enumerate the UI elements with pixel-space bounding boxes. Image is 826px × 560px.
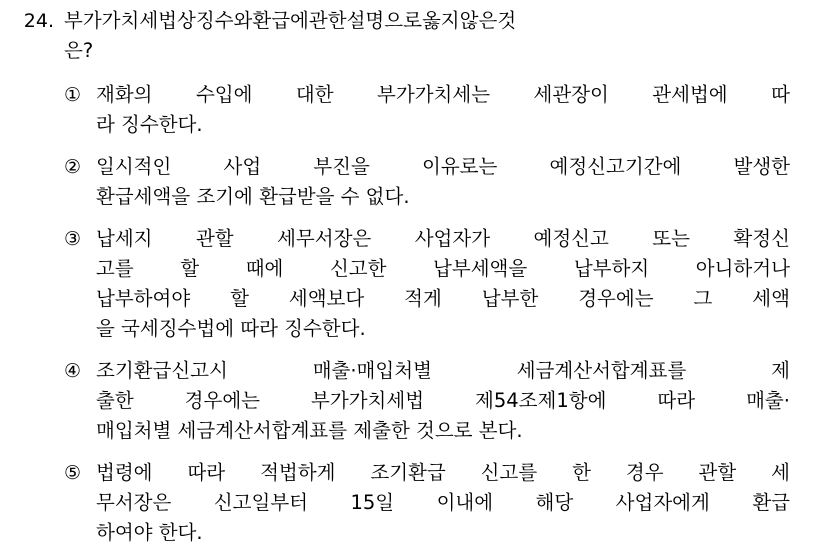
choice-item-5[interactable] bbox=[64, 458, 790, 548]
stem-line-2: 은? bbox=[64, 39, 94, 62]
choice-3-line-4: 을 국세징수법에 따라 징수한다. bbox=[96, 317, 366, 340]
choice-text-1 bbox=[96, 80, 790, 140]
question-stem bbox=[0, 6, 826, 66]
question-number: 24. bbox=[23, 10, 54, 32]
choice-item-4[interactable] bbox=[64, 356, 790, 446]
choice-marker-4: ④ bbox=[64, 360, 82, 382]
choice-2-line-2: 환급세액을 조기에 환급받을 수 없다. bbox=[96, 185, 410, 208]
choice-3-line-3: 납부하여야 할 세액보다 적게 납부한 경우에는 그 세액 bbox=[96, 287, 790, 310]
choice-3-line-2: 고를 할 때에 신고한 납부세액을 납부하지 아니하거나 bbox=[96, 257, 790, 280]
choice-marker-2: ② bbox=[64, 156, 82, 178]
choice-5-line-2: 무서장은 신고일부터 15일 이내에 해당 사업자에게 환급 bbox=[96, 491, 790, 514]
choice-5-line-3: 하여야 한다. bbox=[96, 521, 203, 544]
question-block bbox=[0, 6, 826, 560]
choice-item-1[interactable] bbox=[64, 80, 790, 140]
choice-4-line-2: 출한 경우에는 부가가치세법 제54조제1항에 따라 매출· bbox=[96, 389, 790, 412]
choice-1-line-1: 재화의 수입에 대한 부가가치세는 세관장이 관세법에 따 bbox=[96, 83, 790, 106]
choice-text-2 bbox=[96, 152, 790, 212]
choice-item-2[interactable] bbox=[64, 152, 790, 212]
choice-5-line-1: 법령에 따라 적법하게 조기환급 신고를 한 경우 관할 세 bbox=[96, 461, 790, 484]
choice-marker-1: ① bbox=[64, 84, 82, 106]
choice-marker-5: ⑤ bbox=[64, 462, 82, 484]
choice-marker-3: ③ bbox=[64, 228, 82, 250]
choice-2-line-1: 일시적인 사업 부진을 이유로는 예정신고기간에 발생한 bbox=[96, 155, 790, 178]
choice-list bbox=[0, 80, 826, 548]
stem-line-1: 부가가치세법상징수와환급에관한설명으로옳지않은것 bbox=[64, 9, 517, 32]
choice-3-line-1: 납세지 관할 세무서장은 사업자가 예정신고 또는 확정신 bbox=[96, 227, 790, 250]
choice-text-4 bbox=[96, 356, 790, 446]
question-stem-text bbox=[64, 6, 796, 66]
choice-text-5 bbox=[96, 458, 790, 548]
choice-text-3 bbox=[96, 224, 790, 344]
choice-4-line-1: 조기환급신고시 매출·매입처별 세금계산서합계표를 제 bbox=[96, 359, 790, 382]
choice-4-line-3: 매입처별 세금계산서합계표를 제출한 것으로 본다. bbox=[96, 419, 523, 442]
choice-1-line-2: 라 징수한다. bbox=[96, 113, 203, 136]
choice-item-3[interactable] bbox=[64, 224, 790, 344]
